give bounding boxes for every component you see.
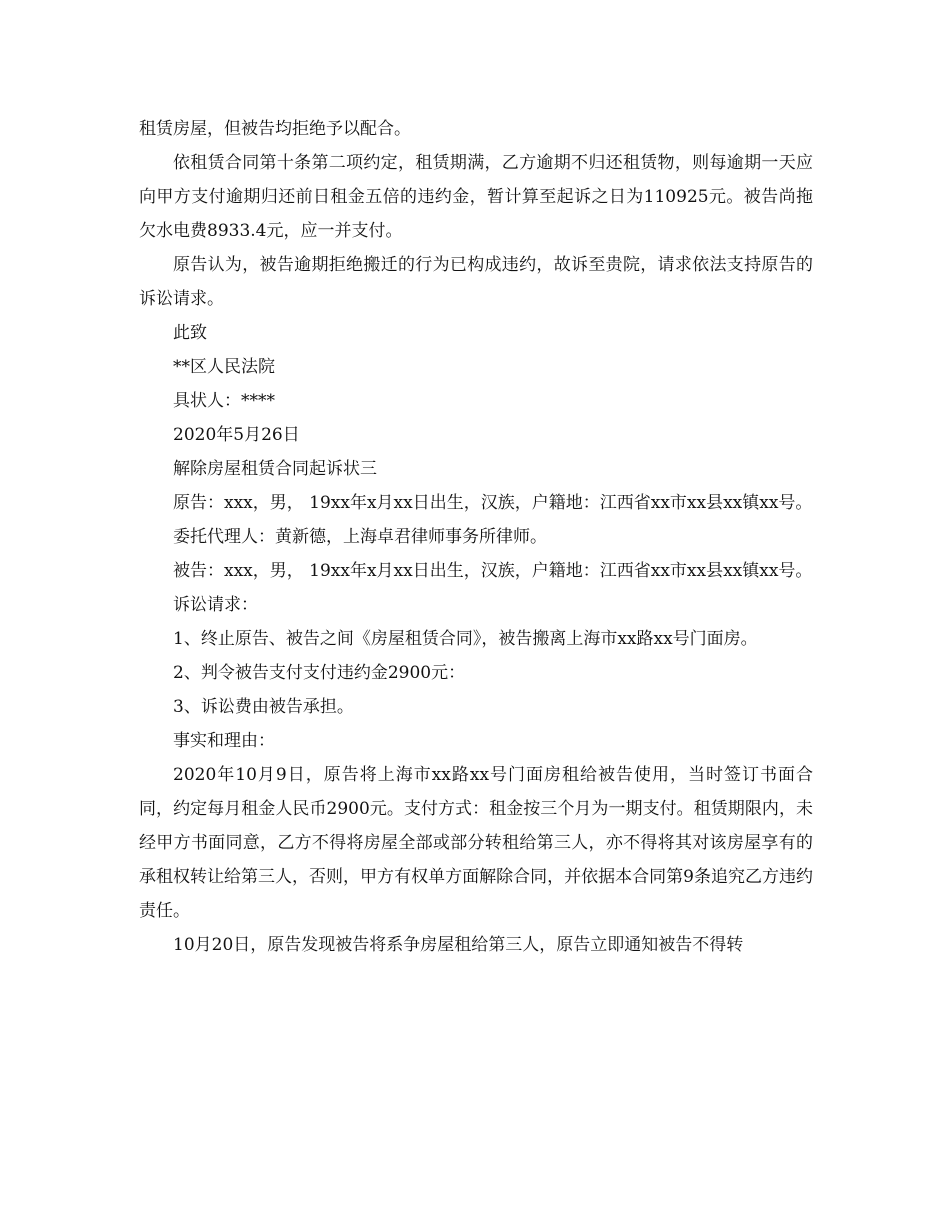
court-name: **区人民法院 [173, 357, 275, 377]
salutation: 此致 [173, 323, 207, 343]
claim-item-2: 2、判令被告支付支付违约金2900元： [173, 663, 466, 683]
paragraph-continuation: 租赁房屋，但被告均拒绝予以配合。 [139, 119, 411, 139]
plaintiff-info: 原告：xxx，男， 19xx年x月xx日出生，汉族，户籍地：江西省xx市xx县xx镇xx号。 [173, 493, 813, 513]
document-body [139, 112, 813, 962]
defendant-info: 被告：xxx，男， 19xx年x月xx日出生，汉族，户籍地：江西省xx市xx县xx镇xx号。 [173, 561, 813, 581]
claims-heading: 诉讼请求： [173, 595, 258, 615]
facts-paragraph-1: 2020年10月9日，原告将上海市xx路xx号门面房租给被告使用，当时签订书面合同，约定每月租金人民币2900元。支付方式：租金按三个月为一期支付。租赁期限内，未经甲方书面同意，乙方不得将房屋全部或部分转租给第三人，亦不得将其对该房屋享有的承租权转让给第三人，否则，甲方有权单方面解除合同，并依据本合同第9条追究乙方违约责任。 [139, 765, 813, 921]
paragraph-penalty-clause: 依租赁合同第十条第二项约定，租赁期满，乙方逾期不归还租赁物，则每逾期一天应向甲方支付逾期归还前日租金五倍的违约金，暂计算至起诉之日为110925元。被告尚拖欠水电费8933.4元，应一并支付。 [139, 153, 813, 241]
paragraph-plaintiff-opinion: 原告认为，被告逾期拒绝搬迁的行为已构成违约，故诉至贵院，请求依法支持原告的诉讼请求。 [139, 255, 813, 309]
document-date: 2020年5月26日 [173, 425, 300, 445]
claim-item-3: 3、诉讼费由被告承担。 [173, 697, 354, 717]
claim-item-1: 1、终止原告、被告之间《房屋租赁合同》，被告搬离上海市xx路xx号门面房。 [173, 629, 758, 649]
agent-info: 委托代理人：黄新德，上海卓君律师事务所律师。 [173, 527, 547, 547]
section-heading: 解除房屋租赁合同起诉状三 [173, 459, 377, 479]
facts-paragraph-2: 10月20日，原告发现被告将系争房屋租给第三人，原告立即通知被告不得转 [173, 935, 744, 955]
facts-heading: 事实和理由： [173, 731, 275, 751]
signatory: 具状人：**** [173, 391, 275, 411]
